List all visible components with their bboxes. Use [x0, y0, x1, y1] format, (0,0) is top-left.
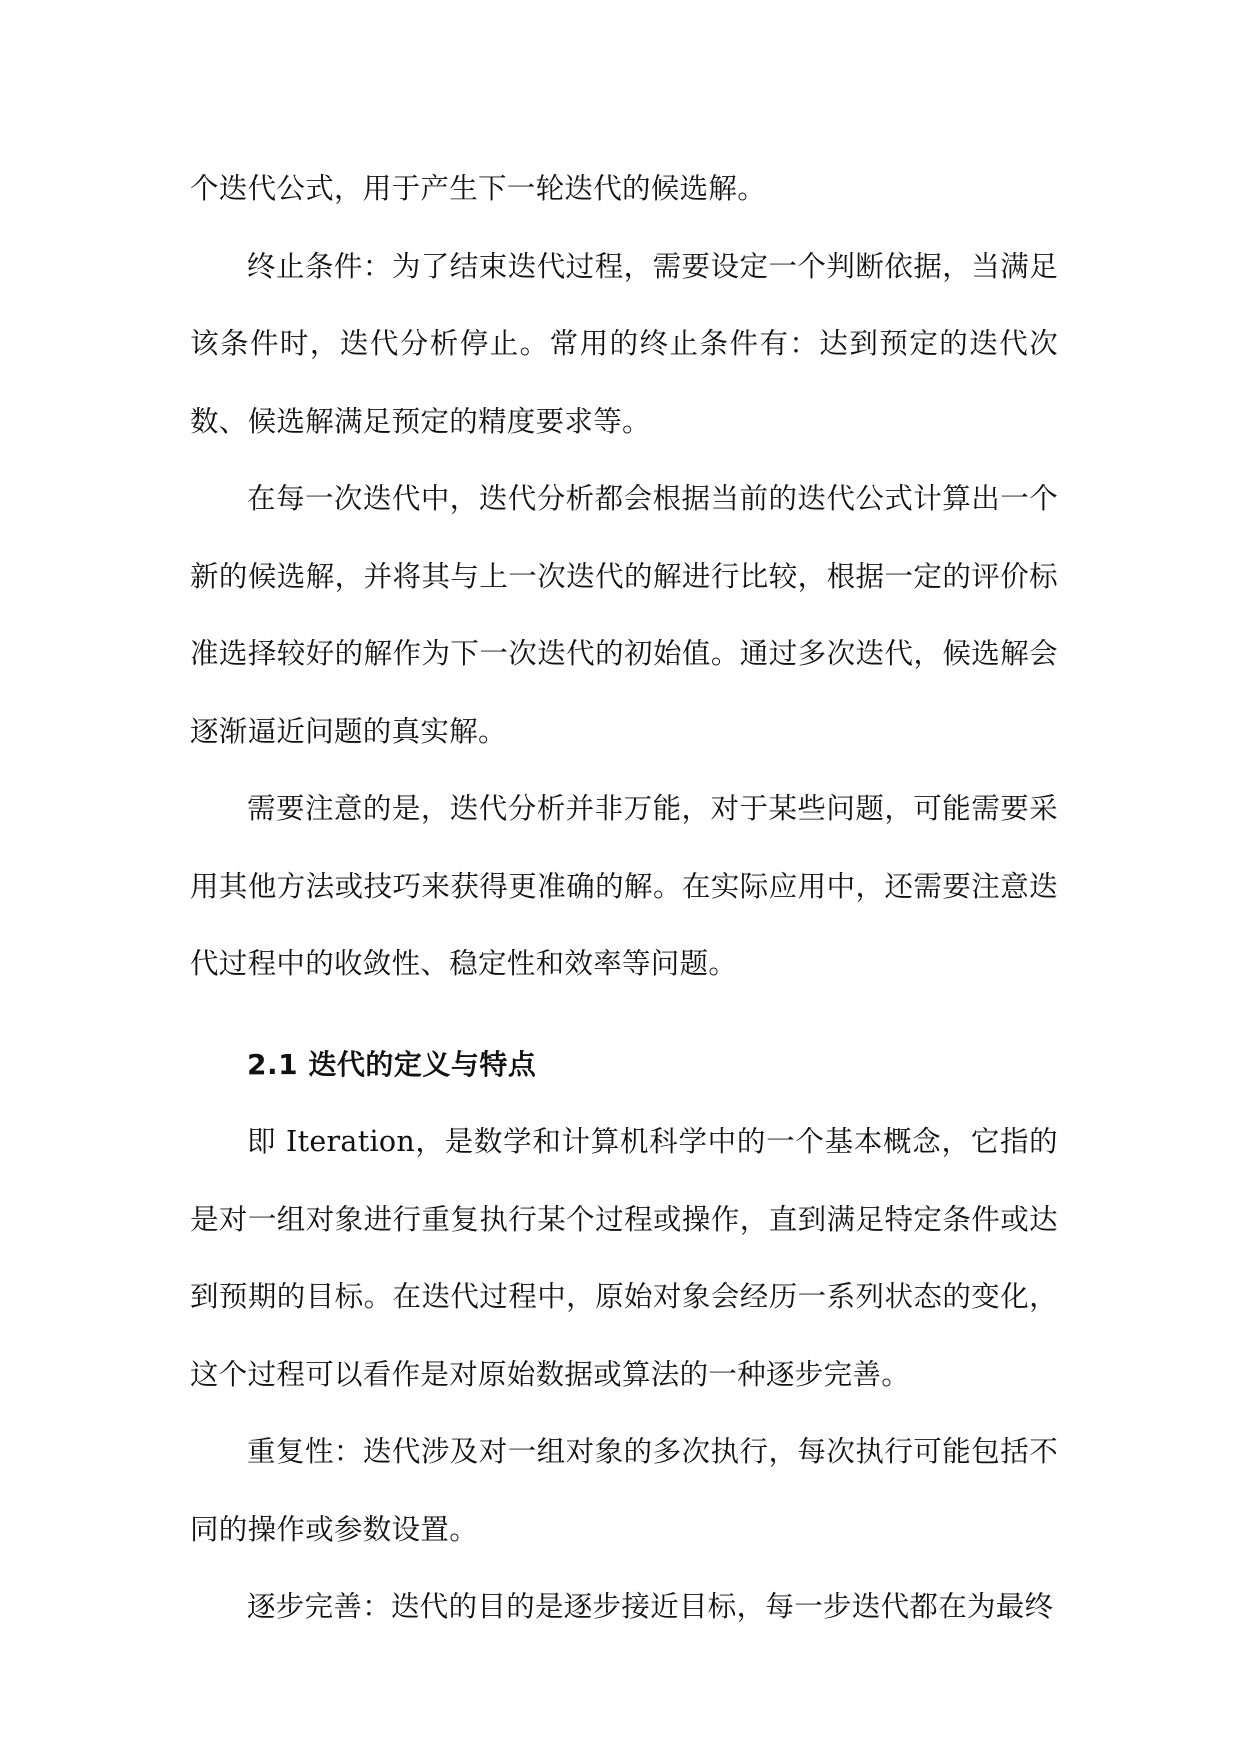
- paragraph-continuation: 个迭代公式，用于产生下一轮迭代的候选解。: [190, 172, 767, 205]
- body-text: [190, 150, 1058, 1646]
- paragraph-gradual-improvement: 逐步完善：迭代的目的是逐步接近目标，每一步迭代都在为最终: [247, 1590, 1054, 1623]
- paragraph-each-iteration: 在每一次迭代中，迭代分析都会根据当前的迭代公式计算出一个新的候选解，并将其与上一次迭代的解进行比较，根据一定的评价标准选择较好的解作为下一次迭代的初始值。通过多次迭代，候选解会逐渐逼近问题的真实解。: [190, 482, 1058, 748]
- paragraph-termination-condition: 终止条件：为了结束迭代过程，需要设定一个判断依据，当满足该条件时，迭代分析停止。常用的终止条件有：达到预定的迭代次数、候选解满足预定的精度要求等。: [190, 249, 1058, 438]
- section-heading: 2.1 迭代的定义与特点: [247, 1047, 537, 1081]
- paragraph-note: 需要注意的是，迭代分析并非万能，对于某些问题，可能需要采用其他方法或技巧来获得更准确的解。在实际应用中，还需要注意迭代过程中的收敛性、稳定性和效率等问题。: [190, 792, 1058, 980]
- paragraph-iteration-definition: 即 Iteration，是数学和计算机科学中的一个基本概念，它指的是对一组对象进行重复执行某个过程或操作，直到满足特定条件或达到预期的目标。在迭代过程中，原始对象会经历一系列状态的变化，这个过程可以看作是对原始数据或算法的一种逐步完善。: [190, 1125, 1058, 1391]
- paragraph-repetition: 重复性：迭代涉及对一组对象的多次执行，每次执行可能包括不同的操作或参数设置。: [190, 1435, 1058, 1546]
